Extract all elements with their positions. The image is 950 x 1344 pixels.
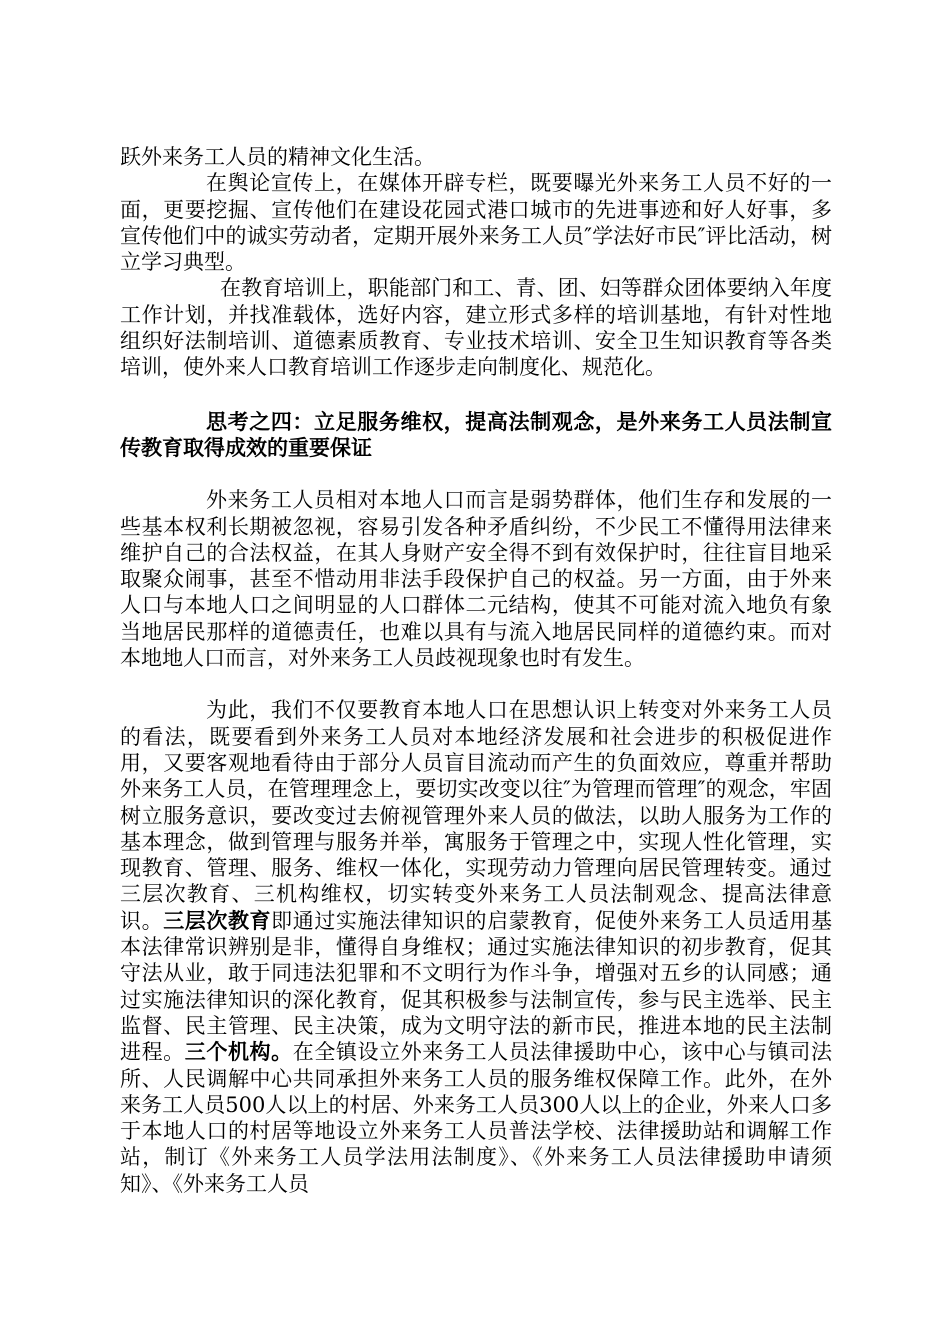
paragraph-1: 跃外来务工人员的精神文化生活。 [120, 145, 435, 169]
three-institutions-label: 三个机构。 [184, 1039, 293, 1065]
section-heading: 思考之四：立足服务维权，提高法制观念，是外来务工人员法制宣传教育取得成效的重要保证 [120, 408, 832, 460]
paragraph-measures [120, 697, 832, 1197]
paragraph-measures-text-3: 在全镇设立外来务工人员法律援助中心，该中心与镇司法所、人民调解中心共同承担外来务工人员的服务维权保障工作。此外，在外来务工人员500人以上的村居、外来务工人员300人以上的企业，外来人口多于本地人口的村居等地设立外来务工人员普法学校、法律援助站和调解工作站，制订《外来务工人员学法用法制度》、《外来务工人员法律援助申请须知》、《外来务工人员 [120, 1040, 832, 1196]
document-body [120, 144, 832, 1197]
three-level-education-label: 三层次教育 [163, 907, 272, 933]
paragraph-publicity: 在舆论宣传上，在媒体开辟专栏，既要曝光外来务工人员不好的一面，更要挖掘、宣传他们在建设花园式港口城市的先进事迹和好人好事，多宣传他们中的诚实劳动者，定期开展外来务工人员″学法好市民″评比活动，树立学习典型。 [120, 171, 832, 275]
paragraph-measures-text-2: 即通过实施法律知识的启蒙教育，促使外来务工人员适用基本法律常识辨别是非，懂得自身维权；通过实施法律知识的初步教育，促其守法从业，敢于同违法犯罪和不文明行为作斗争，增强对五乡的认同感；通过实施法律知识的深化教育，促其积极参与法制宣传，参与民主选举、民主监督、民主管理、民主决策，成为文明守法的新市民，推进本地的民主法制进程。 [120, 908, 832, 1065]
paragraph-measures-text-1: 为此，我们不仅要教育本地人口在思想认识上转变对外来务工人员的看法，既要看到外来务工人员对本地经济发展和社会进步的积极促进作用，又要客观地看待由于部分人员盲目流动而产生的负面效应，尊重并帮助外来务工人员，在管理理念上，要切实改变以往″为管理而管理″的观念，牢固树立服务意识，要改变过去俯视管理外来人员的做法，以助人服务为工作的基本理念，做到管理与服务并举，寓服务于管理之中，实现人性化管理，实现教育、管理、服务、维权一体化，实现劳动力管理向居民管理转变。通过三层次教育、三机构维权，切实转变外来务工人员法制观念、提高法律意识。 [120, 698, 832, 933]
paragraph-training: 在教育培训上，职能部门和工、青、团、妇等群众团体要纳入年度工作计划，并找准载体，选好内容，建立形式多样的培训基地，有针对性地组织好法制培训、道德素质教育、专业技术培训、安全卫生知识教育等各类培训，使外来人口教育培训工作逐步走向制度化、规范化。 [120, 276, 832, 380]
paragraph-vulnerable-group: 外来务工人员相对本地人口而言是弱势群体，他们生存和发展的一些基本权利长期被忽视，容易引发各种矛盾纠纷，不少民工不懂得用法律来维护自己的合法权益，在其人身财产安全得不到有效保护时，往往盲目地采取聚众闹事，甚至不惜动用非法手段保护自己的权益。另一方面，由于外来人口与本地人口之间明显的人口群体二元结构，使其不可能对流入地负有象当地居民那样的道德责任，也难以具有与流入地居民同样的道德约束。而对本地地人口而言，对外来务工人员歧视现象也时有发生。 [120, 488, 832, 671]
